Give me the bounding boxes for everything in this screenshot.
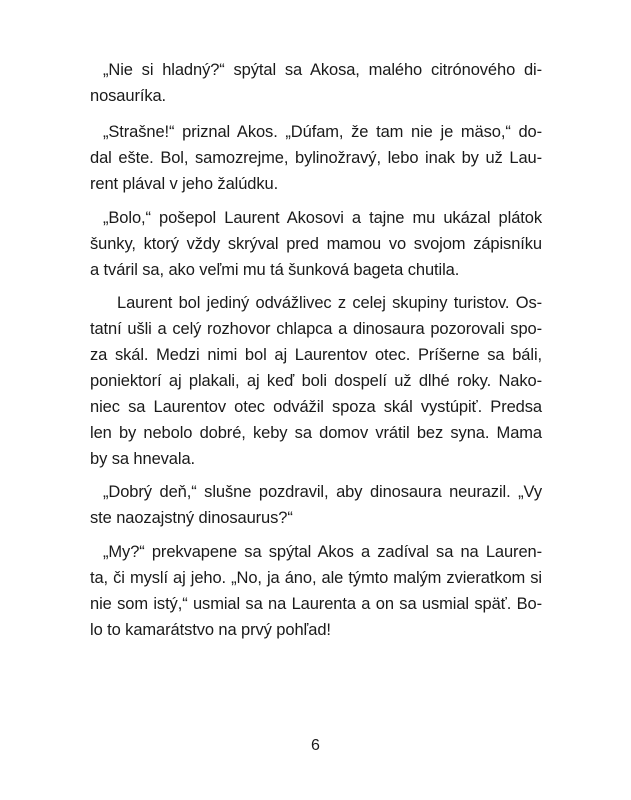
text-line: „Strašne!“ priznal Akos. „Dúfam, že tam nie je mäso,“ do-: [103, 123, 542, 141]
text-line: ste naozajstný dinosaurus?“: [90, 509, 293, 527]
text-line: „Nie si hladný?“ spýtal sa Akosa, malého citrónového di-: [103, 61, 542, 79]
text-line: „Bolo,“ pošepol Laurent Akosovi a tajne mu ukázal plátok: [103, 209, 542, 227]
text-line: niec sa Laurentov otec odvážil spoza skál vystúpiť. Predsa: [90, 398, 542, 416]
text-line: nie som istý,“ usmial sa na Laurenta a on sa usmial späť. Bo-: [90, 595, 542, 613]
text-line: lo to kamarátstvo na prvý pohľad!: [90, 621, 331, 639]
page-number: 6: [311, 737, 320, 754]
text-line: len by nebolo dobré, keby sa domov vrátil bez syna. Mama: [90, 424, 542, 442]
text-line: rent plával v jeho žalúdku.: [90, 175, 279, 193]
text-line: ta, či myslí aj jeho. „No, ja áno, ale týmto malým zvieratkom si: [90, 569, 542, 587]
text-line: poniektorí aj plakali, aj keď boli dospelí už dlhé roky. Nako-: [90, 372, 542, 390]
text-line: tatní ušli a celý rozhovor chlapca a dinosaura pozorovali spo-: [90, 320, 542, 338]
text-line: a tváril sa, ako veľmi mu tá šunková bageta chutila.: [90, 261, 460, 279]
text-line: Laurent bol jediný odvážlivec z celej skupiny turistov. Os-: [117, 294, 542, 312]
text-line: nosauríka.: [90, 87, 167, 105]
text-line: šunky, ktorý vždy skrýval pred mamou vo svojom zápisníku: [90, 235, 542, 253]
text-line: dal ešte. Bol, samozrejme, bylinožravý, lebo inak by už Lau-: [90, 149, 542, 167]
text-line: by sa hnevala.: [90, 450, 196, 468]
text-line: „My?“ prekvapene sa spýtal Akos a zadíval sa na Lauren-: [103, 543, 542, 561]
text-line: „Dobrý deň,“ slušne pozdravil, aby dinosaura neurazil. „Vy: [103, 483, 542, 501]
text-line: za skál. Medzi nimi bol aj Laurentov otec. Príšerne sa báli,: [90, 346, 542, 364]
